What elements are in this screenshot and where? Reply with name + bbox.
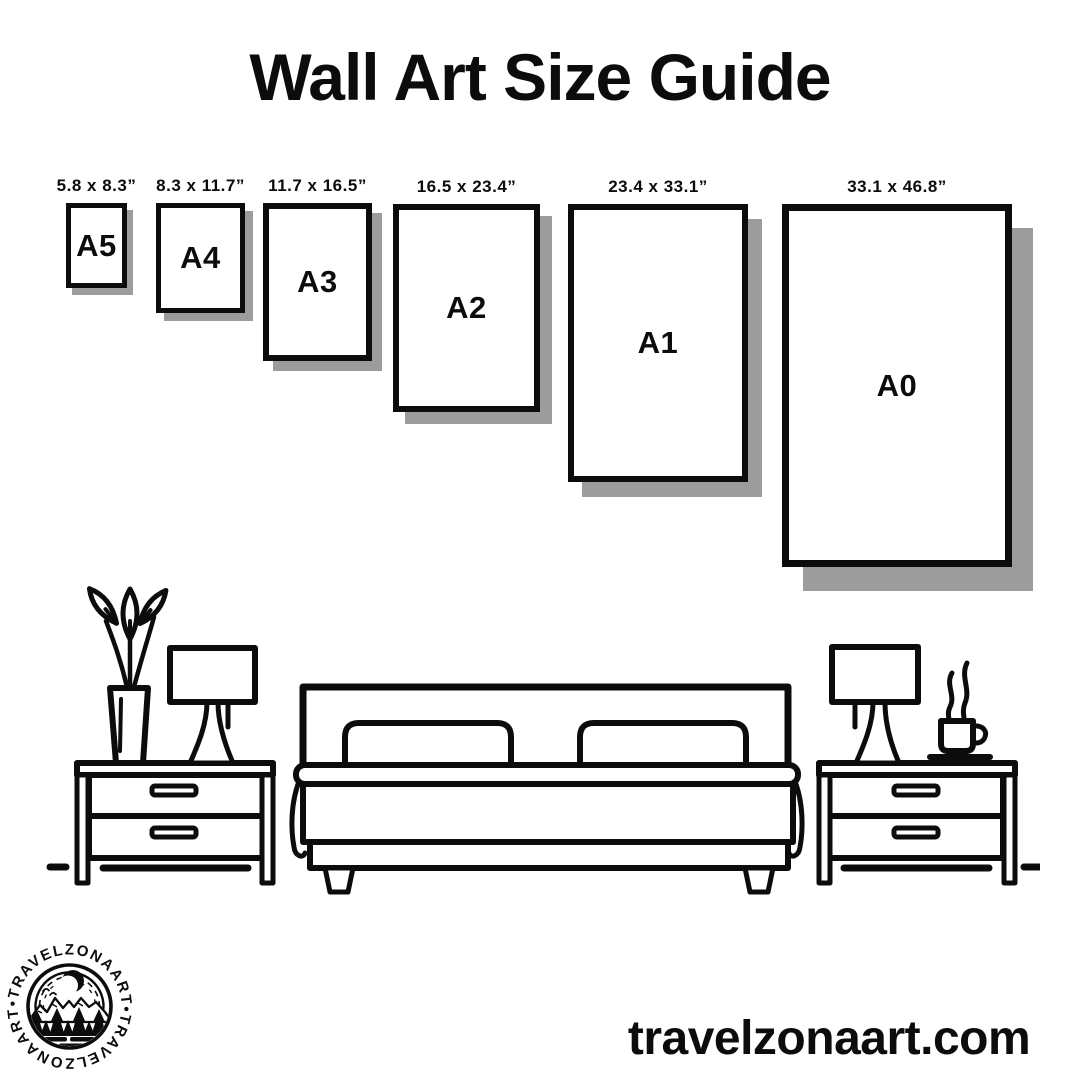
bed-leg (325, 868, 353, 892)
paper-sheet-a5 (66, 203, 127, 288)
plant-vase-icon (85, 585, 171, 763)
moon-cut (58, 976, 78, 996)
vase-highlight (120, 699, 121, 751)
size-dimensions-label: 5.8 x 8.3” (56, 176, 137, 195)
size-code-label: A4 (180, 240, 221, 275)
size-item-a5 (56, 176, 137, 288)
cup-body (941, 721, 973, 751)
nightstand-top (819, 763, 1015, 775)
paper-sheet-a2 (393, 204, 540, 412)
nightstand-leg (262, 775, 273, 883)
bed-base (310, 842, 788, 868)
size-dimensions-label: 16.5 x 23.4” (416, 177, 517, 196)
size-item-a4 (156, 176, 245, 313)
size-item-a2 (393, 177, 540, 412)
size-code-label: A3 (297, 264, 338, 299)
bed-front-panel (303, 784, 793, 842)
nightstand-icon (77, 763, 273, 883)
size-dimensions-label: 11.7 x 16.5” (268, 176, 367, 195)
nightstand-leg (1004, 775, 1015, 883)
plant-leaf (85, 585, 122, 627)
bed-leg (745, 868, 773, 892)
paper-sheet-a0 (782, 204, 1012, 567)
coffee-cup-icon (930, 663, 990, 757)
pillow-icon (345, 723, 511, 767)
size-dimensions-label: 23.4 x 33.1” (608, 177, 708, 196)
pillow-icon (580, 723, 746, 767)
table-lamp-icon (832, 647, 918, 763)
brand-logo (0, 936, 140, 1080)
paper-sheet-a3 (263, 203, 372, 361)
paper-sheet-a1 (568, 204, 748, 482)
bedroom-illustration (40, 585, 1040, 905)
nightstand-icon (819, 763, 1015, 883)
plant-leaf (123, 589, 137, 639)
steam-icon (963, 663, 967, 727)
nightstand-leg (819, 775, 830, 883)
size-code-label: A0 (876, 367, 918, 403)
lamp-base (856, 702, 899, 763)
size-item-a3 (263, 176, 372, 361)
lamp-shade (832, 647, 918, 702)
size-dimensions-label: 8.3 x 11.7” (156, 176, 245, 195)
size-code-label: A5 (76, 227, 117, 263)
double-bed-icon (292, 687, 802, 892)
logo-ring-text: •TRAVELZONAART•TRAVELZONAART (4, 941, 135, 1072)
size-dimensions-label: 33.1 x 46.8” (847, 177, 947, 196)
vase (110, 688, 148, 763)
table-lamp-icon (170, 648, 255, 763)
paper-sheet-a4 (156, 203, 245, 313)
website-url: travelzonaart.com (627, 1012, 1031, 1065)
nightstand-top (77, 763, 273, 775)
nightstand-leg (77, 775, 88, 883)
size-item-a1 (568, 177, 748, 482)
size-item-a0 (782, 177, 1012, 567)
size-code-label: A2 (446, 290, 487, 325)
page-title: Wall Art Size Guide (249, 40, 831, 114)
lamp-shade (170, 648, 255, 702)
size-code-label: A1 (637, 325, 679, 360)
